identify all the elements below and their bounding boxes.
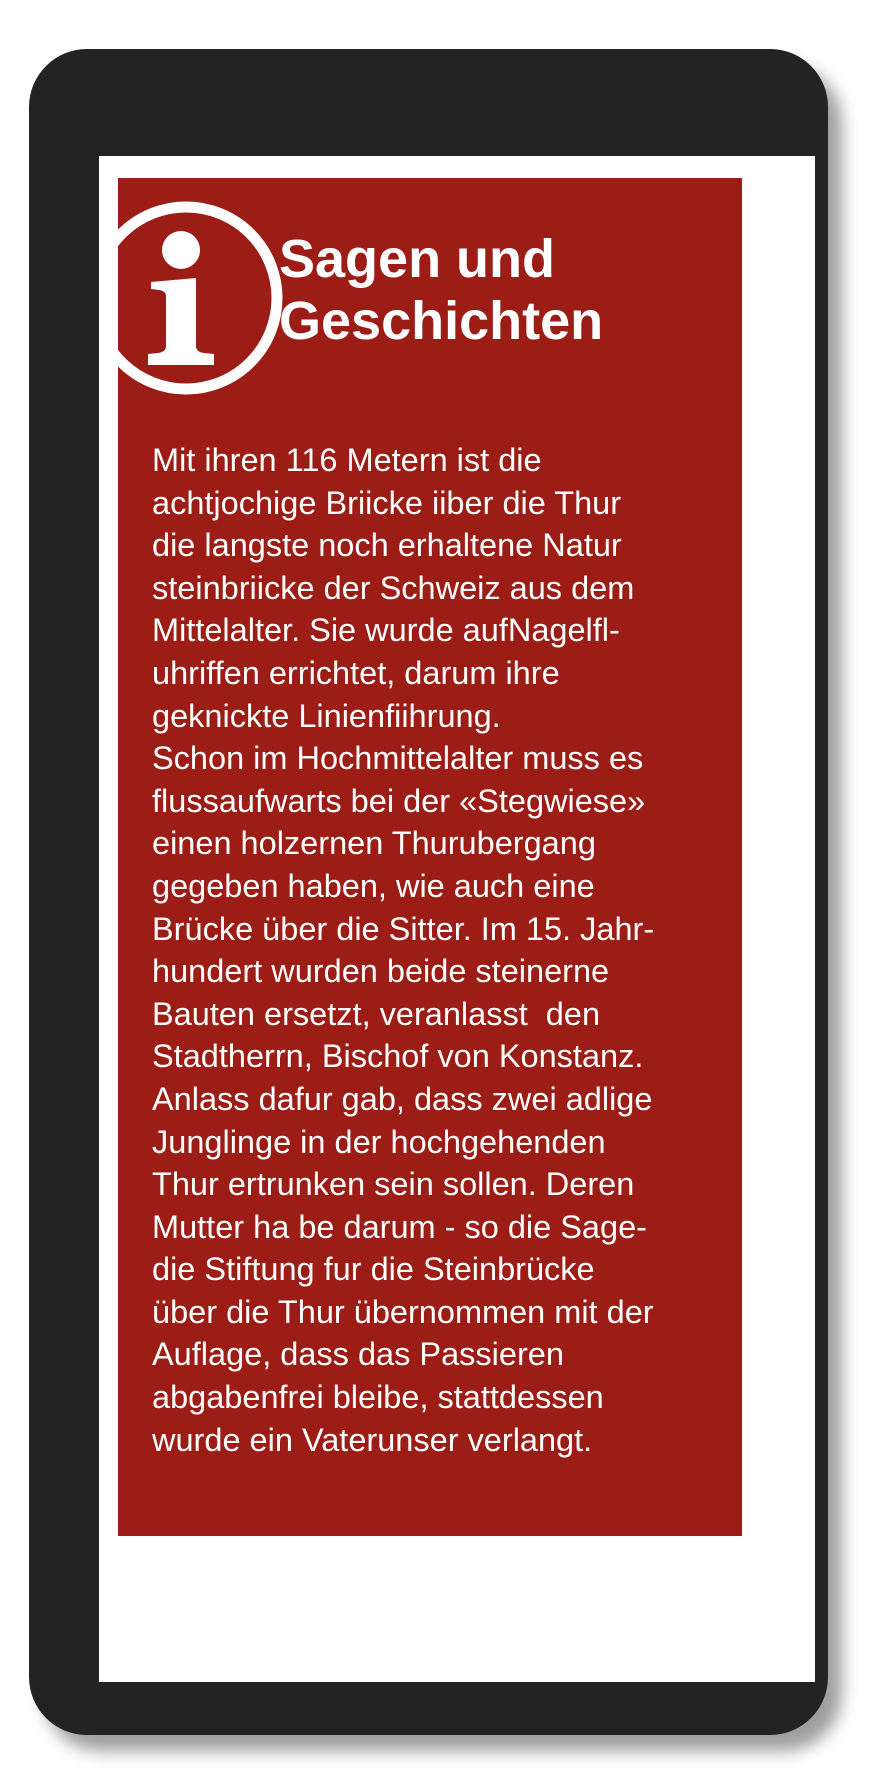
title-line: Geschichten — [279, 291, 604, 351]
body-line: achtjochige Briicke iiber die Thur — [152, 484, 622, 521]
body-line: Mutter ha be darum - so die Sage- — [152, 1208, 647, 1245]
body-line: abgabenfrei bleibe, stattdessen — [152, 1379, 604, 1416]
body-line: wurde ein Vaterunser verlangt. — [152, 1421, 593, 1458]
body-line: Thur ertrunken sein sollen. Deren — [152, 1166, 635, 1203]
body-line: Mittelalter. Sie wurde aufNagelfl- — [152, 612, 620, 649]
body-line: Brücke über die Sitter. Im 15. Jahr- — [152, 910, 655, 947]
body-line: uhriffen errichtet, darum ihre — [152, 654, 560, 691]
body-line: Auflage, dass das Passieren — [152, 1336, 564, 1373]
body-text — [152, 439, 732, 1461]
body-line: einen holzernen Thurubergang — [152, 825, 596, 862]
body-line: Stadtherrn, Bischof von Konstanz. — [152, 1038, 644, 1075]
body-line: die langste noch erhaltene Natur — [152, 527, 622, 564]
title-line: Sagen und — [279, 229, 556, 289]
body-line: gegeben haben, wie auch eine — [152, 867, 595, 904]
body-line: Junglinge in der hochgehenden — [152, 1123, 606, 1160]
info-panel — [118, 178, 742, 1536]
body-line: Anlass dafur gab, dass zwei adlige — [152, 1080, 653, 1117]
body-line: die Stiftung fur die Steinbrücke — [152, 1251, 595, 1288]
body-line: über die Thur übernommen mit der — [152, 1293, 654, 1330]
body-line: flussaufwarts bei der «Stegwiese» — [152, 782, 646, 819]
panel-title — [279, 228, 603, 352]
body-line: geknickte Linienfiihrung. — [152, 697, 501, 734]
body-line: steinbriicke der Schweiz aus dem — [152, 569, 635, 606]
body-line: Bauten ersetzt, veranlasst den — [152, 995, 601, 1032]
body-line: hundert wurden beide steinerne — [152, 953, 610, 990]
body-line: Schon im Hochmittelalter muss es — [152, 740, 644, 777]
body-line: Mit ihren 116 Metern ist die — [152, 442, 542, 478]
info-icon — [118, 200, 284, 396]
